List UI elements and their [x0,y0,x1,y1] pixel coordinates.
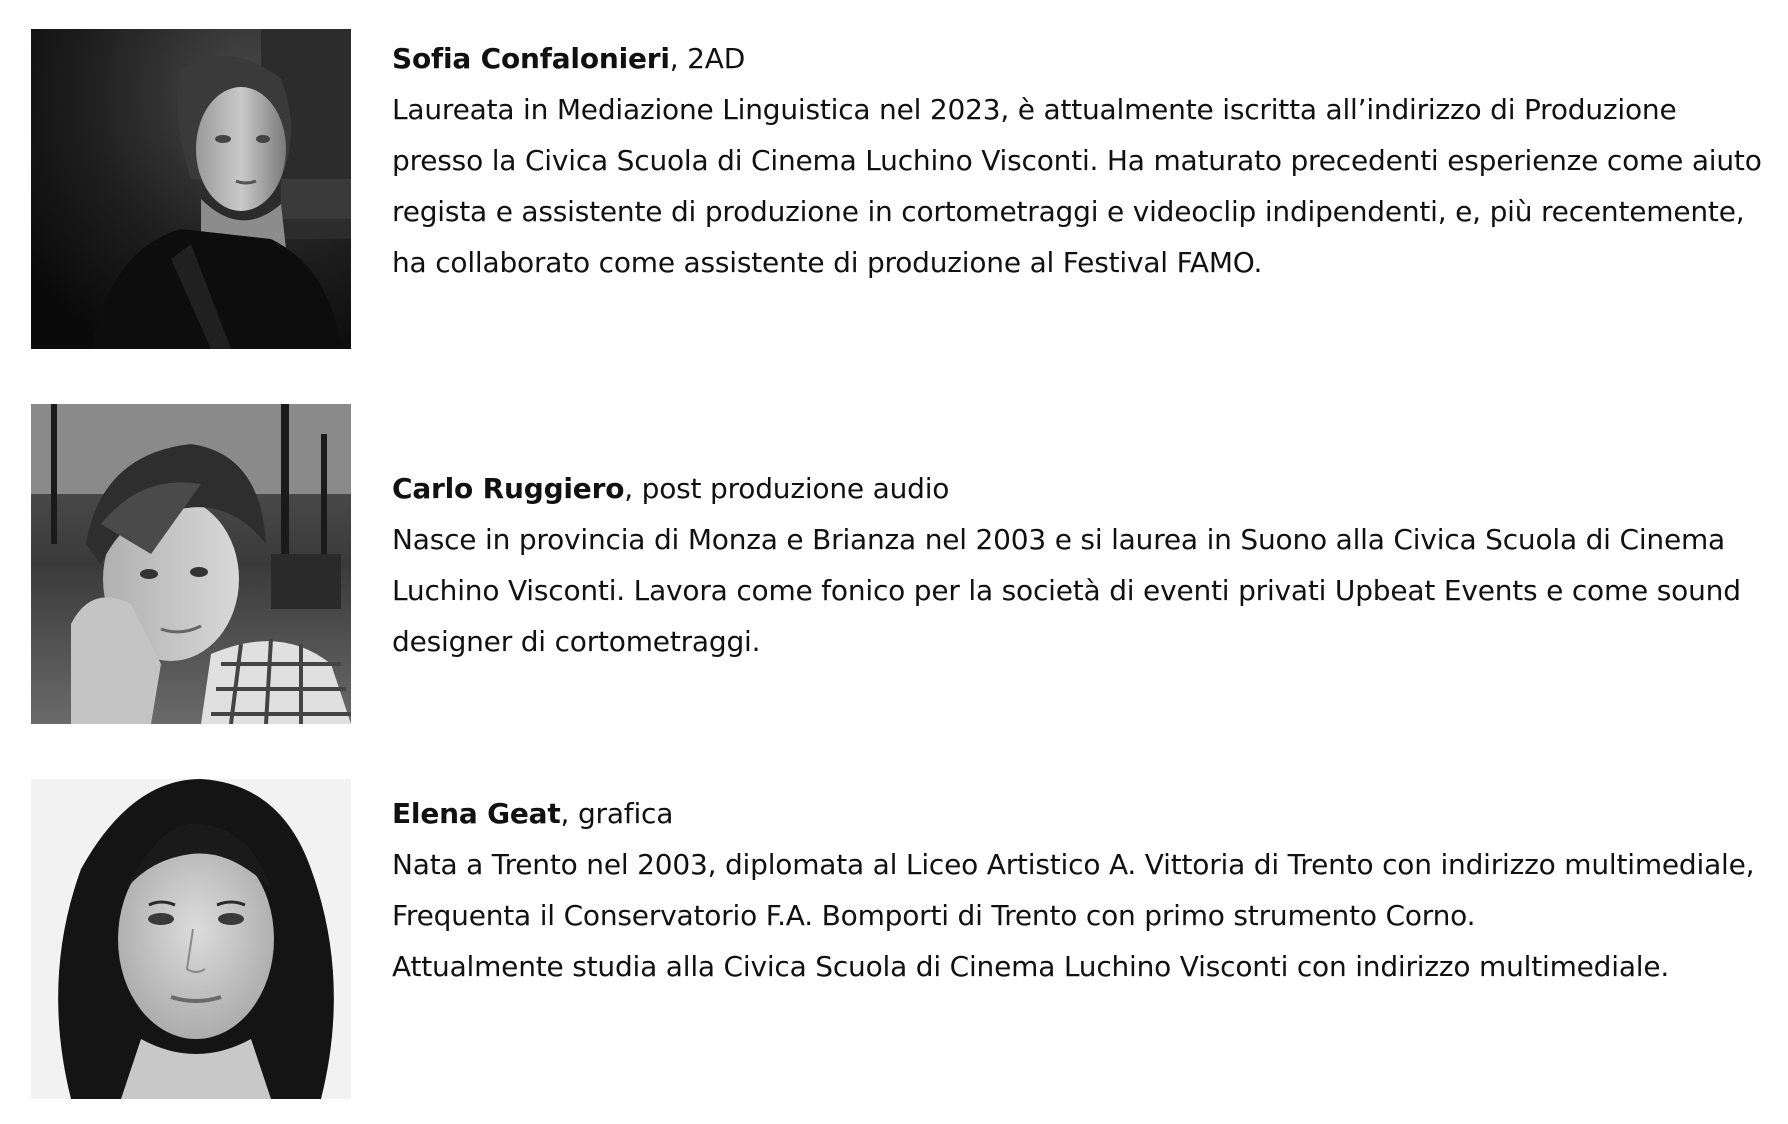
bio-text-sofia [392,33,1762,288]
portrait-photo-icon [31,404,351,724]
person-role: , 2AD [669,42,746,75]
person-role: , grafica [560,797,674,830]
portrait-photo-elena [31,779,351,1099]
person-name: Sofia Confalonieri [392,42,670,75]
bio-text-elena [392,788,1762,992]
portrait-photo-icon [31,29,351,349]
bio-entry-carlo-ruggiero [31,404,1761,724]
bio-paragraph: Attualmente studia alla Civica Scuola di Cinema Luchino Visconti con indirizzo multimediale. [392,950,1670,983]
portrait-photo-icon [31,779,351,1099]
bio-heading [392,463,1762,514]
person-name: Carlo Ruggiero [392,472,625,505]
bio-paragraph: Nasce in provincia di Monza e Brianza nel 2003 e si laurea in Suono alla Civica Scuola di Cinema Luchino Visconti. Lavora come fonico per la società di eventi privati Upbeat Events e come sound designer di cortometraggi. [392,523,1741,658]
person-name: Elena Geat [392,797,561,830]
bio-text-carlo [392,463,1762,667]
portrait-photo-sofia [31,29,351,349]
bio-paragraph: Laureata in Mediazione Linguistica nel 2023, è attualmente iscritta all’indirizzo di Produzione presso la Civica Scuola di Cinema Luchino Visconti. Ha maturato precedenti esperienze come aiuto regista e assistente di produzione in cortometraggi e videoclip indipendenti, e, più recentemente, ha collaborato come assistente di produzione al Festival FAMO. [392,93,1762,279]
bio-heading [392,33,1762,84]
bio-entry-elena-geat [31,779,1761,1099]
bio-entry-sofia-confalonieri [31,29,1761,349]
portrait-photo-carlo [31,404,351,724]
bio-heading [392,788,1762,839]
person-role: , post produzione audio [624,472,950,505]
bio-paragraph: Nata a Trento nel 2003, diplomata al Liceo Artistico A. Vittoria di Trento con indirizzo multimediale, Frequenta il Conservatorio F.A. Bomporti di Trento con primo strumento Corno. [392,848,1755,932]
